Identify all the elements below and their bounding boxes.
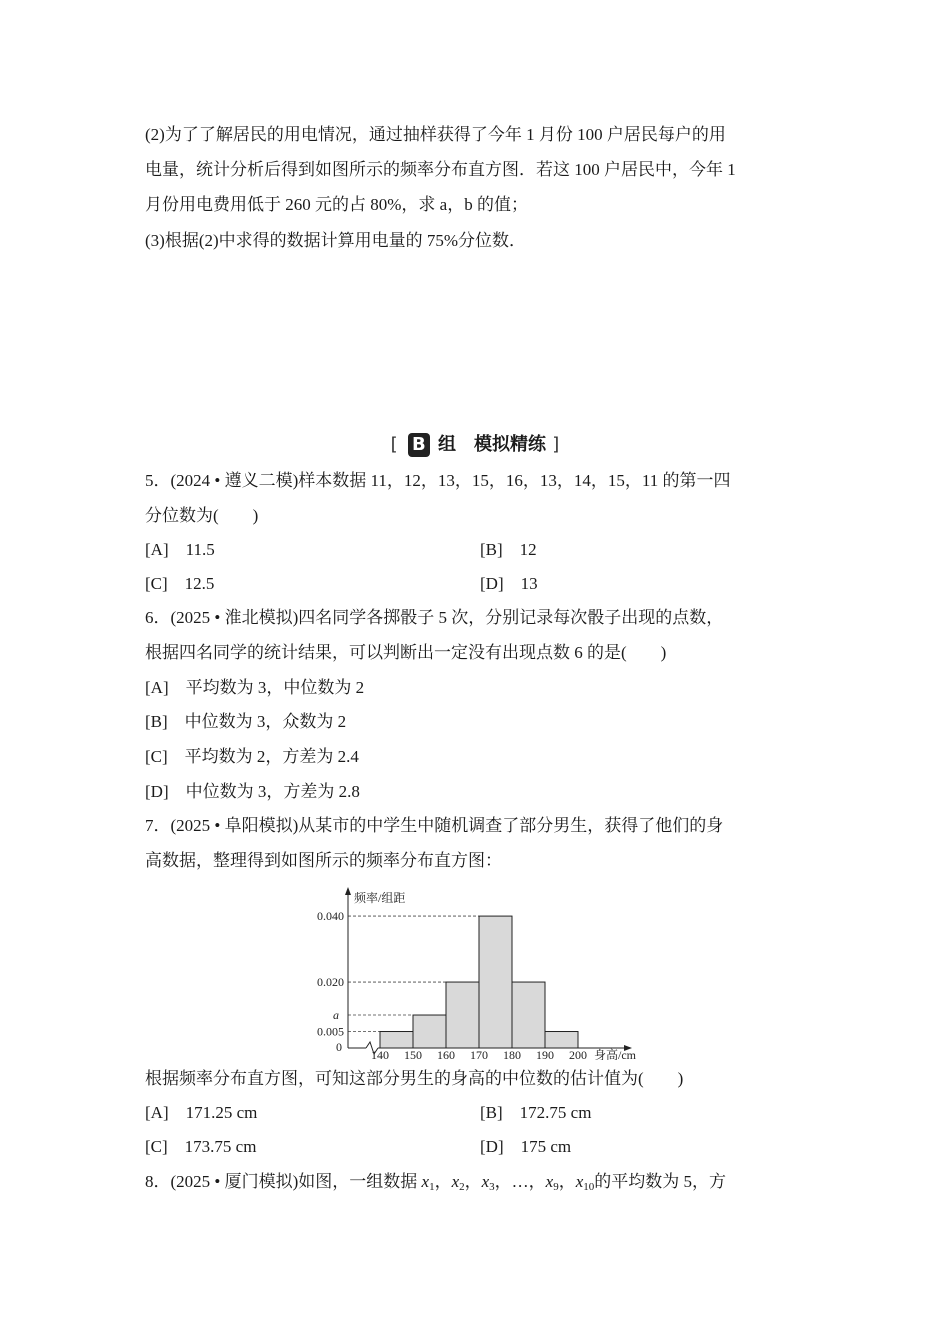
q8-comma-9: ， — [558, 1172, 576, 1191]
histogram-bar — [446, 982, 479, 1048]
y-tick-label: 0.005 — [317, 1024, 344, 1039]
q8-prefix: 8．(2025 • 厦门模拟)如图，一组数据 — [145, 1172, 422, 1191]
y-tick-label: 0.020 — [317, 975, 344, 990]
x-axis-label: 身高/cm — [594, 1048, 636, 1060]
histogram-bar — [479, 916, 512, 1048]
q8-sub-10: 10 — [583, 1181, 595, 1193]
q8-line1 — [145, 1171, 726, 1198]
x-tick-label: 160 — [437, 1048, 455, 1060]
q8-ellipsis: ，…， — [494, 1172, 546, 1191]
histogram-bar — [380, 1032, 413, 1048]
q5-line2: 分位数为( ) — [145, 506, 259, 525]
problem4-part3-line1: (3)根据(2)中求得的数据计算用电量的 75%分位数． — [145, 231, 527, 250]
q5-line1: 5．(2024 • 遵义二模)样本数据 11，12，13，15，16，13，14，15，11 的第一四 — [145, 471, 731, 490]
histogram-bar — [512, 982, 545, 1048]
section-header — [0, 430, 950, 457]
q8-var-x2: x — [451, 1172, 460, 1191]
q7-option-b: [B] 172.75 cm — [480, 1103, 592, 1122]
section-badge: B — [408, 433, 430, 457]
x-tick-label: 150 — [404, 1048, 422, 1060]
q8-var-x3: x — [481, 1172, 490, 1191]
section-bracket-right: ] — [552, 434, 560, 455]
x-tick-label: 180 — [503, 1048, 521, 1060]
q5-option-a: [A] 11.5 — [145, 540, 215, 559]
q6-option-b: [B] 中位数为 3，众数为 2 — [145, 712, 347, 731]
y-axis-label: 频率/组距 — [354, 891, 406, 905]
x-tick-label: 200 — [569, 1048, 587, 1060]
q6-option-c: [C] 平均数为 2，方差为 2.4 — [145, 747, 359, 766]
y-axis-arrow — [345, 887, 351, 895]
y-tick-label: 0.040 — [317, 909, 344, 924]
q8-sub-2: 2 — [459, 1181, 465, 1193]
section-bracket-left: [ — [390, 434, 398, 455]
q8-comma-2: ， — [464, 1172, 482, 1191]
origin-label: 0 — [336, 1040, 342, 1054]
x-tick-label: 190 — [536, 1048, 554, 1060]
q7-line2: 高数据，整理得到如图所示的频率分布直方图： — [145, 851, 502, 870]
q5-option-c: [C] 12.5 — [145, 574, 215, 593]
y-tick-label: a — [333, 1008, 339, 1023]
q8-sub-3: 3 — [489, 1181, 495, 1193]
q7-option-a: [A] 171.25 cm — [145, 1103, 258, 1122]
q8-sub-9: 9 — [553, 1181, 559, 1193]
height-histogram — [300, 885, 660, 1060]
problem4-part2-line1: (2)为了了解居民的用电情况，通过抽样获得了今年 1 月份 100 户居民每户的用 — [145, 125, 726, 144]
q6-line1: 6．(2025 • 淮北模拟)四名同学各掷骰子 5 次，分别记录每次骰子出现的点数， — [145, 608, 724, 627]
q8-var-x10: x — [575, 1172, 584, 1191]
histogram-bar — [413, 1015, 446, 1048]
q8-suffix: 的平均数为 5，方 — [594, 1172, 727, 1191]
q6-option-d: [D] 中位数为 3，方差为 2.8 — [145, 782, 360, 801]
q6-option-a: [A] 平均数为 3，中位数为 2 — [145, 678, 365, 697]
q5-option-b: [B] 12 — [480, 540, 537, 559]
problem4-part2-line2: 电量，统计分析后得到如图所示的频率分布直方图．若这 100 户居民中，今年 1 — [145, 160, 736, 179]
histogram-bar — [545, 1032, 578, 1048]
q7-line1: 7．(2025 • 阜阳模拟)从某市的中学生中随机调查了部分男生，获得了他们的身 — [145, 816, 724, 835]
x-tick-label: 140 — [371, 1048, 389, 1060]
problem4-part2-line3: 月份用电费用低于 260 元的占 80%，求 a，b 的值； — [145, 195, 528, 214]
section-title-text: 组 模拟精练 — [438, 434, 546, 455]
q5-option-d: [D] 13 — [480, 574, 538, 593]
q8-sub-1: 1 — [429, 1181, 435, 1193]
q6-line2: 根据四名同学的统计结果，可以判断出一定没有出现点数 6 的是( ) — [145, 643, 667, 662]
q8-var-x1: x — [421, 1172, 430, 1191]
q8-var-x9: x — [545, 1172, 554, 1191]
q8-comma-1: ， — [434, 1172, 452, 1191]
q7-option-d: [D] 175 cm — [480, 1137, 572, 1156]
x-tick-label: 170 — [470, 1048, 488, 1060]
q7-line3: 根据频率分布直方图，可知这部分男生的身高的中位数的估计值为( ) — [145, 1069, 684, 1088]
q7-option-c: [C] 173.75 cm — [145, 1137, 257, 1156]
